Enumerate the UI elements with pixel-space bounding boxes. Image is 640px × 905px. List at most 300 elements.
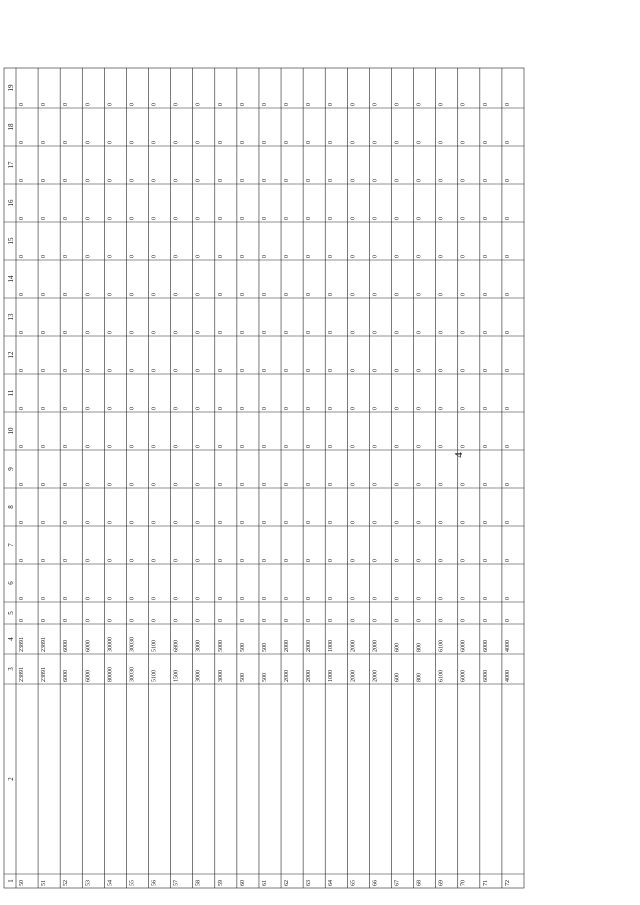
cell-zero: 0	[19, 445, 25, 448]
cell-zero: 0	[261, 521, 268, 524]
cell-zero: 0	[372, 217, 379, 220]
cell-zero: 0	[372, 331, 379, 334]
cell-col3: 5100	[151, 670, 158, 682]
cell-col3: 2000	[372, 670, 379, 682]
cell-col4: 30000	[107, 637, 114, 652]
cell-zero: 0	[284, 559, 291, 562]
cell-zero: 0	[107, 255, 114, 258]
cell-zero: 0	[372, 559, 379, 562]
cell-zero: 0	[328, 217, 335, 220]
cell-zero: 0	[107, 331, 114, 334]
cell-zero: 0	[350, 369, 357, 372]
cell-zero: 0	[107, 521, 114, 524]
cell-zero: 0	[284, 103, 291, 106]
cell-zero: 0	[306, 597, 313, 600]
cell-zero: 0	[261, 619, 268, 622]
cell-zero: 0	[41, 293, 48, 296]
cell-zero: 0	[306, 331, 313, 334]
row-number: 59	[217, 880, 224, 886]
cell-zero: 0	[63, 179, 70, 182]
row-number: 51	[41, 880, 48, 886]
cell-zero: 0	[107, 141, 114, 144]
cell-zero: 0	[85, 521, 92, 524]
cell-zero: 0	[217, 141, 224, 144]
cell-zero: 0	[394, 445, 401, 448]
cell-zero: 0	[239, 103, 246, 106]
cell-zero: 0	[416, 103, 423, 106]
cell-zero: 0	[195, 255, 202, 258]
cell-col4: 4000	[504, 640, 511, 652]
cell-zero: 0	[372, 483, 379, 486]
cell-zero: 0	[482, 255, 489, 258]
cell-zero: 0	[394, 217, 401, 220]
cell-zero: 0	[19, 597, 25, 600]
cell-zero: 0	[438, 559, 445, 562]
cell-zero: 0	[460, 521, 467, 524]
cell-zero: 0	[19, 483, 25, 486]
cell-zero: 0	[217, 619, 224, 622]
cell-zero: 0	[195, 597, 202, 600]
cell-zero: 0	[195, 217, 202, 220]
cell-zero: 0	[328, 407, 335, 410]
cell-col3: 2000	[306, 670, 313, 682]
cell-zero: 0	[394, 179, 401, 182]
cell-zero: 0	[41, 521, 48, 524]
row-number: 68	[416, 880, 423, 886]
cell-zero: 0	[504, 619, 511, 622]
cell-zero: 0	[416, 407, 423, 410]
cell-zero: 0	[63, 445, 70, 448]
cell-zero: 0	[416, 597, 423, 600]
cell-zero: 0	[217, 179, 224, 182]
cell-zero: 0	[107, 103, 114, 106]
cell-zero: 0	[284, 619, 291, 622]
cell-zero: 0	[460, 445, 467, 448]
cell-col3: 1000	[328, 670, 335, 682]
cell-zero: 0	[416, 141, 423, 144]
cell-zero: 0	[217, 217, 224, 220]
cell-zero: 0	[350, 179, 357, 182]
cell-zero: 0	[41, 559, 48, 562]
column-header: 1	[7, 879, 15, 883]
cell-zero: 0	[107, 179, 114, 182]
cell-zero: 0	[63, 255, 70, 258]
cell-zero: 0	[482, 331, 489, 334]
cell-zero: 0	[41, 619, 48, 622]
cell-zero: 0	[129, 483, 136, 486]
cell-zero: 0	[129, 179, 136, 182]
cell-zero: 0	[85, 255, 92, 258]
cell-zero: 0	[394, 141, 401, 144]
cell-zero: 0	[85, 103, 92, 106]
cell-zero: 0	[328, 483, 335, 486]
cell-zero: 0	[129, 521, 136, 524]
cell-zero: 0	[372, 407, 379, 410]
cell-col4: 2000	[372, 640, 379, 652]
column-header: 17	[7, 161, 15, 169]
column-header: 2	[7, 777, 15, 781]
cell-zero: 0	[482, 103, 489, 106]
cell-zero: 0	[239, 407, 246, 410]
cell-zero: 0	[504, 293, 511, 296]
cell-zero: 0	[173, 141, 180, 144]
column-header: 11	[7, 389, 15, 397]
cell-zero: 0	[19, 293, 25, 296]
cell-zero: 0	[328, 141, 335, 144]
cell-zero: 0	[350, 217, 357, 220]
column-header: 4	[7, 637, 15, 641]
cell-zero: 0	[350, 103, 357, 106]
cell-zero: 0	[85, 445, 92, 448]
cell-zero: 0	[416, 331, 423, 334]
cell-zero: 0	[328, 331, 335, 334]
cell-zero: 0	[261, 369, 268, 372]
cell-zero: 0	[416, 445, 423, 448]
cell-col4: 5000	[217, 640, 224, 652]
cell-zero: 0	[195, 407, 202, 410]
cell-col4: 6800	[173, 640, 180, 652]
cell-zero: 0	[173, 445, 180, 448]
cell-zero: 0	[261, 217, 268, 220]
row-number: 64	[328, 880, 335, 886]
cell-zero: 0	[63, 369, 70, 372]
cell-col3: 6000	[460, 670, 467, 682]
cell-zero: 0	[328, 521, 335, 524]
cell-zero: 0	[482, 141, 489, 144]
cell-zero: 0	[173, 103, 180, 106]
cell-zero: 0	[151, 559, 158, 562]
cell-zero: 0	[350, 483, 357, 486]
cell-zero: 0	[239, 141, 246, 144]
cell-zero: 0	[261, 255, 268, 258]
cell-zero: 0	[261, 445, 268, 448]
cell-zero: 0	[372, 103, 379, 106]
cell-zero: 0	[239, 483, 246, 486]
cell-zero: 0	[504, 255, 511, 258]
cell-zero: 0	[328, 369, 335, 372]
cell-zero: 0	[151, 597, 158, 600]
cell-zero: 0	[19, 141, 25, 144]
cell-zero: 0	[372, 521, 379, 524]
column-header: 19	[7, 84, 15, 92]
row-number: 57	[173, 880, 180, 886]
column-header: 10	[7, 427, 15, 435]
cell-zero: 0	[394, 293, 401, 296]
cell-zero: 0	[306, 103, 313, 106]
cell-zero: 0	[306, 407, 313, 410]
cell-zero: 0	[350, 255, 357, 258]
cell-zero: 0	[195, 559, 202, 562]
cell-zero: 0	[350, 559, 357, 562]
cell-zero: 0	[129, 559, 136, 562]
cell-zero: 0	[151, 483, 158, 486]
cell-zero: 0	[107, 293, 114, 296]
cell-zero: 0	[504, 331, 511, 334]
row-number: 65	[350, 880, 357, 886]
cell-zero: 0	[107, 369, 114, 372]
cell-zero: 0	[328, 445, 335, 448]
cell-zero: 0	[63, 331, 70, 334]
cell-zero: 0	[63, 407, 70, 410]
cell-zero: 0	[350, 407, 357, 410]
cell-zero: 0	[394, 521, 401, 524]
cell-zero: 0	[438, 407, 445, 410]
cell-zero: 0	[217, 369, 224, 372]
row-number: 66	[372, 880, 379, 886]
cell-col3: 3000	[217, 670, 224, 682]
cell-zero: 0	[460, 293, 467, 296]
column-header: 9	[7, 467, 15, 471]
cell-zero: 0	[239, 217, 246, 220]
cell-zero: 0	[151, 331, 158, 334]
cell-zero: 0	[438, 179, 445, 182]
cell-col4: 6000	[85, 640, 92, 652]
cell-zero: 0	[107, 445, 114, 448]
cell-col4: 2000	[350, 640, 357, 652]
cell-zero: 0	[482, 179, 489, 182]
cell-zero: 0	[284, 597, 291, 600]
cell-zero: 0	[328, 179, 335, 182]
cell-zero: 0	[19, 521, 25, 524]
cell-zero: 0	[173, 293, 180, 296]
cell-zero: 0	[482, 619, 489, 622]
cell-col3: 30030	[129, 667, 136, 682]
column-header: 8	[7, 505, 15, 509]
cell-zero: 0	[416, 217, 423, 220]
cell-zero: 0	[107, 597, 114, 600]
cell-zero: 0	[394, 559, 401, 562]
cell-zero: 0	[129, 293, 136, 296]
cell-col3: 500	[239, 673, 246, 682]
cell-zero: 0	[151, 445, 158, 448]
row-number: 61	[261, 880, 268, 886]
cell-zero: 0	[261, 597, 268, 600]
cell-zero: 0	[416, 619, 423, 622]
row-number: 72	[504, 880, 511, 886]
cell-col3: 600	[394, 673, 401, 682]
cell-zero: 0	[306, 217, 313, 220]
cell-zero: 0	[504, 179, 511, 182]
cell-zero: 0	[195, 141, 202, 144]
cell-zero: 0	[460, 217, 467, 220]
cell-zero: 0	[19, 331, 25, 334]
cell-col4: 500	[239, 643, 246, 652]
cell-zero: 0	[504, 369, 511, 372]
cell-zero: 0	[504, 217, 511, 220]
cell-zero: 0	[306, 619, 313, 622]
cell-zero: 0	[482, 559, 489, 562]
cell-zero: 0	[239, 179, 246, 182]
cell-zero: 0	[63, 483, 70, 486]
cell-col4: 6000	[63, 640, 70, 652]
cell-zero: 0	[63, 103, 70, 106]
cell-zero: 0	[482, 521, 489, 524]
cell-zero: 0	[306, 293, 313, 296]
cell-zero: 0	[284, 141, 291, 144]
cell-zero: 0	[284, 179, 291, 182]
cell-col3: 2000	[284, 670, 291, 682]
cell-col4: 2000	[284, 640, 291, 652]
cell-zero: 0	[129, 619, 136, 622]
cell-zero: 0	[195, 619, 202, 622]
cell-zero: 0	[438, 293, 445, 296]
cell-zero: 0	[173, 597, 180, 600]
row-number: 70	[460, 880, 467, 886]
cell-zero: 0	[151, 255, 158, 258]
cell-zero: 0	[306, 445, 313, 448]
cell-zero: 0	[85, 293, 92, 296]
cell-zero: 0	[129, 331, 136, 334]
cell-zero: 0	[129, 407, 136, 410]
cell-zero: 0	[504, 483, 511, 486]
cell-zero: 0	[372, 293, 379, 296]
cell-zero: 0	[284, 445, 291, 448]
cell-zero: 0	[151, 103, 158, 106]
cell-zero: 0	[173, 619, 180, 622]
cell-zero: 0	[195, 179, 202, 182]
column-header: 6	[7, 581, 15, 585]
cell-zero: 0	[438, 141, 445, 144]
cell-zero: 0	[438, 331, 445, 334]
cell-zero: 0	[261, 331, 268, 334]
cell-zero: 0	[394, 331, 401, 334]
cell-zero: 0	[438, 255, 445, 258]
cell-zero: 0	[350, 445, 357, 448]
cell-zero: 0	[261, 141, 268, 144]
cell-col4: 30030	[129, 637, 136, 652]
cell-zero: 0	[350, 141, 357, 144]
cell-zero: 0	[438, 597, 445, 600]
cell-zero: 0	[328, 597, 335, 600]
row-number: 60	[239, 880, 246, 886]
cell-zero: 0	[173, 369, 180, 372]
cell-zero: 0	[195, 483, 202, 486]
column-header: 16	[7, 199, 15, 207]
cell-zero: 0	[85, 483, 92, 486]
cell-zero: 0	[350, 521, 357, 524]
cell-zero: 0	[460, 597, 467, 600]
cell-zero: 0	[41, 255, 48, 258]
cell-zero: 0	[19, 179, 25, 182]
cell-zero: 0	[217, 103, 224, 106]
cell-zero: 0	[460, 483, 467, 486]
cell-zero: 0	[350, 293, 357, 296]
cell-zero: 0	[239, 597, 246, 600]
cell-zero: 0	[217, 407, 224, 410]
cell-zero: 0	[416, 369, 423, 372]
cell-zero: 0	[261, 103, 268, 106]
cell-zero: 0	[284, 483, 291, 486]
cell-zero: 0	[306, 179, 313, 182]
cell-zero: 0	[85, 179, 92, 182]
cell-zero: 0	[460, 179, 467, 182]
cell-zero: 0	[239, 619, 246, 622]
cell-col3: 6000	[482, 670, 489, 682]
cell-zero: 0	[107, 407, 114, 410]
row-number: 67	[394, 880, 401, 886]
cell-zero: 0	[328, 559, 335, 562]
cell-zero: 0	[217, 597, 224, 600]
cell-zero: 0	[41, 331, 48, 334]
column-header: 13	[7, 313, 15, 321]
cell-zero: 0	[85, 331, 92, 334]
cell-zero: 0	[394, 369, 401, 372]
cell-col4: 1000	[328, 640, 335, 652]
cell-zero: 0	[107, 483, 114, 486]
cell-zero: 0	[284, 369, 291, 372]
cell-zero: 0	[460, 369, 467, 372]
cell-col3: 80000	[107, 667, 114, 682]
cell-zero: 0	[284, 217, 291, 220]
cell-zero: 0	[195, 293, 202, 296]
cell-zero: 0	[63, 141, 70, 144]
cell-zero: 0	[239, 255, 246, 258]
cell-zero: 0	[284, 521, 291, 524]
cell-zero: 0	[372, 255, 379, 258]
cell-zero: 0	[460, 619, 467, 622]
cell-zero: 0	[173, 179, 180, 182]
cell-zero: 0	[306, 559, 313, 562]
cell-zero: 0	[173, 407, 180, 410]
cell-col4: 6100	[438, 640, 445, 652]
cell-zero: 0	[41, 141, 48, 144]
cell-col4: 6000	[460, 640, 467, 652]
cell-zero: 0	[85, 619, 92, 622]
cell-zero: 0	[173, 483, 180, 486]
row-number: 71	[482, 880, 489, 886]
cell-zero: 0	[460, 103, 467, 106]
cell-zero: 0	[460, 407, 467, 410]
cell-zero: 0	[372, 369, 379, 372]
cell-zero: 0	[482, 369, 489, 372]
cell-zero: 0	[306, 255, 313, 258]
cell-zero: 0	[129, 103, 136, 106]
cell-zero: 0	[416, 255, 423, 258]
cell-col3: 4000	[504, 670, 511, 682]
cell-zero: 0	[394, 483, 401, 486]
cell-zero: 0	[217, 293, 224, 296]
cell-zero: 0	[328, 293, 335, 296]
cell-zero: 0	[394, 255, 401, 258]
row-number: 53	[85, 880, 92, 886]
cell-zero: 0	[460, 255, 467, 258]
cell-zero: 0	[129, 255, 136, 258]
cell-zero: 0	[438, 619, 445, 622]
cell-zero: 0	[306, 521, 313, 524]
cell-zero: 0	[19, 103, 25, 106]
cell-zero: 0	[482, 597, 489, 600]
column-header: 12	[7, 351, 15, 359]
cell-zero: 0	[85, 369, 92, 372]
cell-zero: 0	[372, 619, 379, 622]
cell-zero: 0	[394, 619, 401, 622]
row-number: 54	[107, 880, 114, 886]
cell-zero: 0	[63, 217, 70, 220]
column-header: 18	[7, 123, 15, 131]
cell-zero: 0	[151, 369, 158, 372]
cell-col4: 2000	[306, 640, 313, 652]
cell-zero: 0	[239, 445, 246, 448]
cell-zero: 0	[482, 445, 489, 448]
cell-zero: 0	[438, 445, 445, 448]
cell-zero: 0	[460, 141, 467, 144]
cell-zero: 0	[173, 217, 180, 220]
cell-zero: 0	[372, 597, 379, 600]
cell-zero: 0	[19, 217, 25, 220]
cell-zero: 0	[482, 483, 489, 486]
cell-zero: 0	[19, 369, 25, 372]
cell-zero: 0	[151, 141, 158, 144]
